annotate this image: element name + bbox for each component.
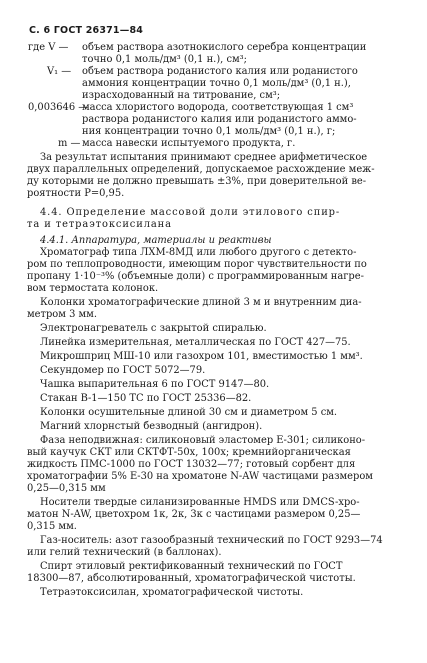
equipment-line: Секундомер по ГОСТ 5072—79. (40, 365, 206, 376)
equipment-line: хроматографии 5% Е-30 на хроматоне N-AW частицами размером (27, 471, 373, 482)
equipment-line: 0,315 мм. (27, 521, 77, 532)
equipment-line: 18300—87, абсолютированный, хроматографической чистоты. (27, 573, 356, 584)
equipment-line: Магний хлорнстый безводный (ангидрон). (40, 421, 263, 432)
equipment-line: ром по теплопроводности, имеющим порог чувствительности по (27, 259, 367, 270)
equipment-line: Колонки осушительные длиной 30 см и диаметром 5 см. (40, 407, 338, 418)
equipment-line: метром 3 мм. (27, 309, 97, 320)
definition-term-v1: V₁ — (47, 66, 72, 77)
definition-term-m: m — (58, 138, 81, 149)
definition-line: масса навески испытуемого продукта, г. (82, 138, 296, 149)
equipment-line: Линейка измерительная, металлическая по ГОСТ 427—75. (40, 337, 351, 348)
paragraph-line: За результат испытания принимают среднее арифметическое (40, 152, 368, 163)
equipment-line: или гелий технический (в баллонах). (27, 547, 222, 558)
equipment-line: Хроматограф типа ЛХМ-8МД или любого другого с детекто- (40, 247, 357, 258)
definition-term-v: где V — (28, 42, 69, 53)
definition-line: объем раствора азотнокислого серебра концентрации (82, 42, 367, 53)
paragraph-line: двух параллельных определений, допускаемое расхождение меж- (27, 164, 375, 175)
equipment-line: Спирт этиловый ректификованный технический по ГОСТ (40, 561, 343, 572)
definition-line: точно 0,1 моль/дм³ (0,1 н.), см³; (82, 54, 247, 65)
equipment-line: Микрошприц МШ-10 или газохром 101, вместимостью 1 мм³. (40, 351, 363, 362)
equipment-line: пропану 1·10⁻³% (объемные доли) с программированным нагре- (27, 271, 364, 282)
subsection-heading: 4.4.1. Аппаратура, материалы и реактивы (40, 235, 272, 246)
equipment-line: вом термостата колонок. (27, 283, 159, 294)
definition-line: раствора роданистого калия или роданистого аммо- (82, 114, 357, 125)
definition-line: израсходованный на титрование, см³; (82, 90, 281, 101)
definition-line: аммония концентрации точно 0,1 моль/дм³ (0,1 н.), (82, 78, 351, 89)
definition-line: объем раствора роданистого калия или роданистого (82, 66, 358, 77)
equipment-line: 0,25—0,315 мм (27, 483, 106, 494)
equipment-line: Электронагреватель с закрытой спиралью. (40, 323, 267, 334)
definition-line: ния концентрации точно 0,1 моль/дм³ (0,1 н.), г; (82, 126, 336, 137)
equipment-line: Стакан В-1—150 ТС по ГОСТ 25336—82. (40, 393, 252, 404)
equipment-line: Тетраэтоксисилан, хроматографической чистоты. (40, 587, 304, 598)
page-header: С. 6 ГОСТ 26371—84 (29, 25, 144, 36)
definition-line: масса хлористого водорода, соответствующая 1 см³ (82, 102, 354, 113)
section-heading: 4.4. Определение массовой доли этилового спир- (40, 207, 341, 218)
paragraph-line: ду которыми не должно превышать ±3%, при доверительной ве- (27, 176, 367, 187)
paragraph-line: роятности Р=0,95. (27, 188, 125, 199)
section-heading: та и тетраэтоксисилана (27, 219, 172, 230)
equipment-line: вый каучук СКТ или СКТФТ-50х, 100х; кремнийорганическая (27, 447, 351, 458)
equipment-line: Чашка выпарительная 6 по ГОСТ 9147—80. (40, 379, 270, 390)
equipment-line: матон N-AW, цветохром 1к, 2к, 3к с частицами размером 0,25— (27, 509, 361, 520)
equipment-line: Колонки хроматографические длиной 3 м и внутренним диа- (40, 297, 362, 308)
equipment-line: Носители твердые силанизированные HMDS или DMCS-хро- (40, 497, 360, 508)
equipment-line: жидкость ПМС-1000 по ГОСТ 13032—77; готовый сорбент для (27, 459, 356, 470)
equipment-line: Газ-носитель: азот газообразный технический по ГОСТ 9293—74 (40, 535, 383, 546)
equipment-line: Фаза неподвижная: силиконовый эластомер Е-301; силиконо- (40, 435, 366, 446)
definition-term-constant: 0,003646 — (28, 102, 89, 113)
